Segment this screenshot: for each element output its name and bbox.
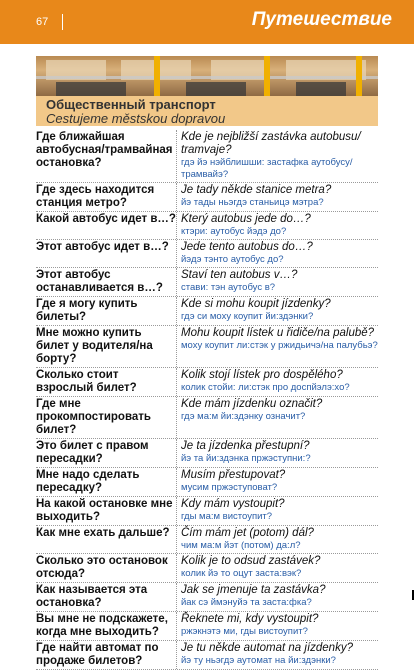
phrase-czech: Jak se jmenuje ta zastávka? bbox=[181, 584, 326, 596]
phrase-transliteration: гдэ си моху коупит йи:здэнки? bbox=[181, 311, 314, 322]
phrase-czech: Kde je nejbližší zastávka autobusu/ tramvaje? bbox=[181, 131, 361, 156]
phrase-translation bbox=[176, 183, 378, 211]
page-number: 67 bbox=[36, 16, 49, 28]
phrase-row bbox=[36, 554, 378, 583]
phrase-translation bbox=[176, 130, 378, 182]
phrase-row bbox=[36, 368, 378, 397]
phrase-translation bbox=[176, 641, 378, 669]
phrase-russian: Вы мне не подскажете, когда мне выходить? bbox=[36, 613, 168, 638]
phrase-transliteration: моху коупит ли:стэк у ржидьичэ/на палубьэ? bbox=[181, 340, 378, 351]
phrase-russian: Где я могу купить билеты? bbox=[36, 298, 138, 323]
phrase-translation bbox=[176, 240, 378, 267]
phrase-russian: Как мне ехать дальше? bbox=[36, 527, 170, 539]
phrase-translation bbox=[176, 526, 378, 553]
section-title-ru: Общественный транспорт bbox=[46, 97, 216, 112]
phrase-russian: Где ближайшая автобусная/трамвайная остановка? bbox=[36, 131, 173, 169]
phrase-row bbox=[36, 468, 378, 497]
phrase-transliteration: ктэри: аутобус йэдэ до? bbox=[181, 226, 287, 237]
phrase-transliteration: колик стойи: ли:стэк про доспйэлэ:хо? bbox=[181, 382, 350, 393]
phrase-row bbox=[36, 397, 378, 439]
phrase-transliteration: чим ма:м йэт (потом) да:л? bbox=[181, 540, 301, 551]
phrase-russian: Сколько стоит взрослый билет? bbox=[36, 369, 137, 394]
phrase-czech: Kde mám jízdenku označit? bbox=[181, 398, 323, 410]
phrase-transliteration: стави: тэн аутобус в? bbox=[181, 282, 276, 293]
phrase-czech: Řeknete mi, kdy vystoupit? bbox=[181, 613, 319, 625]
phrase-transliteration: йэдэ тэнто аутобус до? bbox=[181, 254, 284, 265]
phrase-translation bbox=[176, 468, 378, 496]
phrase-transliteration: колик йэ то оцут заста:вэк? bbox=[181, 568, 302, 579]
phrase-row bbox=[36, 268, 378, 297]
phrase-czech: Je tu někde automat na jízdenky? bbox=[181, 642, 353, 654]
phrase-transliteration: гды мa:м вистоупит? bbox=[181, 511, 273, 522]
phrase-transliteration: гдэ ма:м йи:здэнку означит? bbox=[181, 411, 306, 422]
phrase-russian: Где здесь находится станция метро? bbox=[36, 184, 155, 209]
phrase-russian: На какой остановке мне выходить? bbox=[36, 498, 173, 523]
phrase-translation bbox=[176, 612, 378, 640]
phrase-czech: Mohu koupit lístek u řidiče/na palubě? bbox=[181, 327, 375, 339]
phrase-russian: Этот автобус останавливается в…? bbox=[36, 269, 163, 294]
phrase-czech: Kdy mám vystoupit? bbox=[181, 498, 285, 510]
phrase-russian: Где мне прокомпостировать билет? bbox=[36, 398, 151, 436]
phrase-translation bbox=[176, 397, 378, 438]
phrase-russian: Это билет с правом пересадки? bbox=[36, 440, 149, 465]
phrase-translation bbox=[176, 297, 378, 325]
phrase-transliteration: мусим пржэступоват? bbox=[181, 482, 278, 493]
phrase-row bbox=[36, 130, 378, 183]
phrase-russian: Мне можно купить билет у водителя/на борту? bbox=[36, 327, 153, 365]
phrase-translation bbox=[176, 554, 378, 582]
phrase-row bbox=[36, 212, 378, 240]
phrase-transliteration: йэ та йи:здэнка пржэступни:? bbox=[181, 453, 311, 464]
phrase-row bbox=[36, 526, 378, 554]
phrase-row bbox=[36, 240, 378, 268]
phrase-czech: Kde si mohu koupit jízdenky? bbox=[181, 298, 331, 310]
phrase-translation bbox=[176, 368, 378, 396]
phrase-russian: Мне надо сделать пересадку? bbox=[36, 469, 140, 494]
phrase-transliteration: йэ тады ньэгдэ станьицэ мэтра? bbox=[181, 197, 324, 208]
phrase-translation bbox=[176, 326, 378, 367]
phrase-row bbox=[36, 183, 378, 212]
phrase-czech: Kolik stojí lístek pro dospělého? bbox=[181, 369, 343, 381]
phrase-row bbox=[36, 439, 378, 468]
phrase-czech: Musím přestupovat? bbox=[181, 469, 286, 481]
bus-interior-photo bbox=[36, 56, 378, 96]
phrase-row bbox=[36, 583, 378, 612]
phrase-translation bbox=[176, 268, 378, 296]
chapter-title: Путешествие bbox=[251, 9, 392, 30]
phrase-table bbox=[36, 130, 378, 670]
phrase-row bbox=[36, 497, 378, 526]
phrase-russian: Какой автобус идет в…? bbox=[36, 213, 176, 225]
phrase-russian: Этот автобус идет в…? bbox=[36, 241, 169, 253]
phrase-czech: Staví ten autobus v…? bbox=[181, 269, 298, 281]
phrase-transliteration: йэ ту ньэгдэ аутомат на йи:здэнки? bbox=[181, 655, 336, 666]
header-divider bbox=[62, 14, 63, 30]
phrase-czech: Je tady někde stanice metra? bbox=[181, 184, 332, 196]
phrase-translation bbox=[176, 583, 378, 611]
phrase-russian: Сколько это остановок отсюда? bbox=[36, 555, 168, 580]
phrase-row bbox=[36, 297, 378, 326]
phrase-russian: Где найти автомат по продаже билетов? bbox=[36, 642, 159, 667]
phrase-row bbox=[36, 612, 378, 641]
phrase-row bbox=[36, 326, 378, 368]
phrase-transliteration: гдэ йэ нэйблишши: застафка аутобусу/трамвайэ? bbox=[181, 157, 353, 180]
phrase-czech: Čím mám jet (potom) dál? bbox=[181, 527, 314, 539]
section-title-cz: Cestujeme městskou dopravou bbox=[46, 111, 226, 126]
page-header bbox=[0, 0, 414, 44]
phrase-russian: Как называется эта остановка? bbox=[36, 584, 148, 609]
phrase-czech: Jede tento autobus do…? bbox=[181, 241, 313, 253]
phrase-czech: Který autobus jede do…? bbox=[181, 213, 311, 225]
phrase-czech: Kolik je to odsud zastávek? bbox=[181, 555, 321, 567]
phrase-czech: Je ta jízdenka přestupní? bbox=[181, 440, 310, 452]
phrase-row bbox=[36, 641, 378, 670]
phrase-transliteration: йак сэ ймэнуйэ та застa:фка? bbox=[181, 597, 312, 608]
phrase-translation bbox=[176, 212, 378, 239]
phrase-translation bbox=[176, 439, 378, 467]
section-heading bbox=[36, 96, 378, 126]
phrase-translation bbox=[176, 497, 378, 525]
phrase-transliteration: ржэкнэтэ ми, гды вистоупит? bbox=[181, 626, 308, 637]
